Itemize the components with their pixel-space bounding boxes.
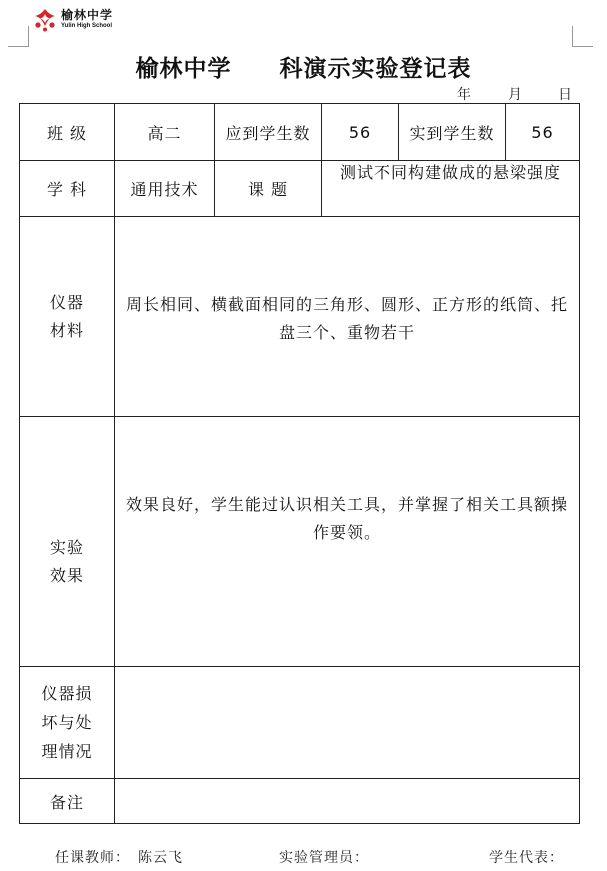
- table-row: [20, 779, 580, 824]
- table-row: [20, 667, 580, 779]
- class-value[interactable]: 高二: [115, 104, 215, 161]
- table-row: [20, 104, 580, 161]
- title-form-name: 科演示实验登记表: [279, 56, 472, 82]
- date-day-label: 日: [558, 87, 572, 103]
- teacher-label: 任课教师：: [55, 850, 130, 866]
- date-month-label: 月: [508, 87, 522, 103]
- school-logo: [32, 6, 113, 32]
- date-year-label: 年: [457, 87, 471, 103]
- table-row: [20, 417, 580, 667]
- teacher-name: 陈云飞: [138, 850, 183, 866]
- crop-mark-top-left: [8, 26, 29, 47]
- equipment-value[interactable]: 周长相同、横截面相同的三角形、圆形、正方形的纸筒、托盘三个、重物若干: [115, 217, 580, 417]
- actual-students-value[interactable]: 56: [506, 104, 580, 161]
- page-title: [0, 50, 607, 83]
- crop-mark-top-right: [572, 26, 593, 47]
- class-label: 班 级: [20, 104, 115, 161]
- registration-form-table: [19, 103, 580, 824]
- logo-school-name: 榆林中学: [61, 8, 114, 22]
- effect-value[interactable]: 效果良好，学生能过认识相关工具，并掌握了相关工具额操作要领。: [115, 417, 580, 667]
- notes-label: 备注: [20, 779, 115, 824]
- lab-manager-label: 实验管理员：: [279, 850, 369, 866]
- school-emblem-icon: [32, 6, 58, 32]
- table-row: [20, 161, 580, 217]
- topic-label: 课 题: [215, 161, 322, 217]
- actual-students-label: 实到学生数: [399, 104, 506, 161]
- student-representative-label: 学生代表：: [489, 850, 564, 866]
- subject-label: 学 科: [20, 161, 115, 217]
- damage-value[interactable]: [115, 667, 580, 779]
- expected-students-value[interactable]: 56: [322, 104, 399, 161]
- topic-value[interactable]: 测试不同构建做成的悬梁强度: [322, 161, 580, 217]
- expected-students-label: 应到学生数: [215, 104, 322, 161]
- equipment-label: 仪器材料: [20, 217, 115, 417]
- damage-label: 仪器损坏与处理情况: [20, 667, 115, 779]
- logo-school-name-en: Yulin High School: [61, 23, 112, 29]
- effect-label: 实验效果: [20, 417, 115, 667]
- notes-value[interactable]: [115, 779, 580, 824]
- table-row: [20, 217, 580, 417]
- title-school: 榆林中学: [135, 56, 232, 82]
- subject-value[interactable]: 通用技术: [115, 161, 215, 217]
